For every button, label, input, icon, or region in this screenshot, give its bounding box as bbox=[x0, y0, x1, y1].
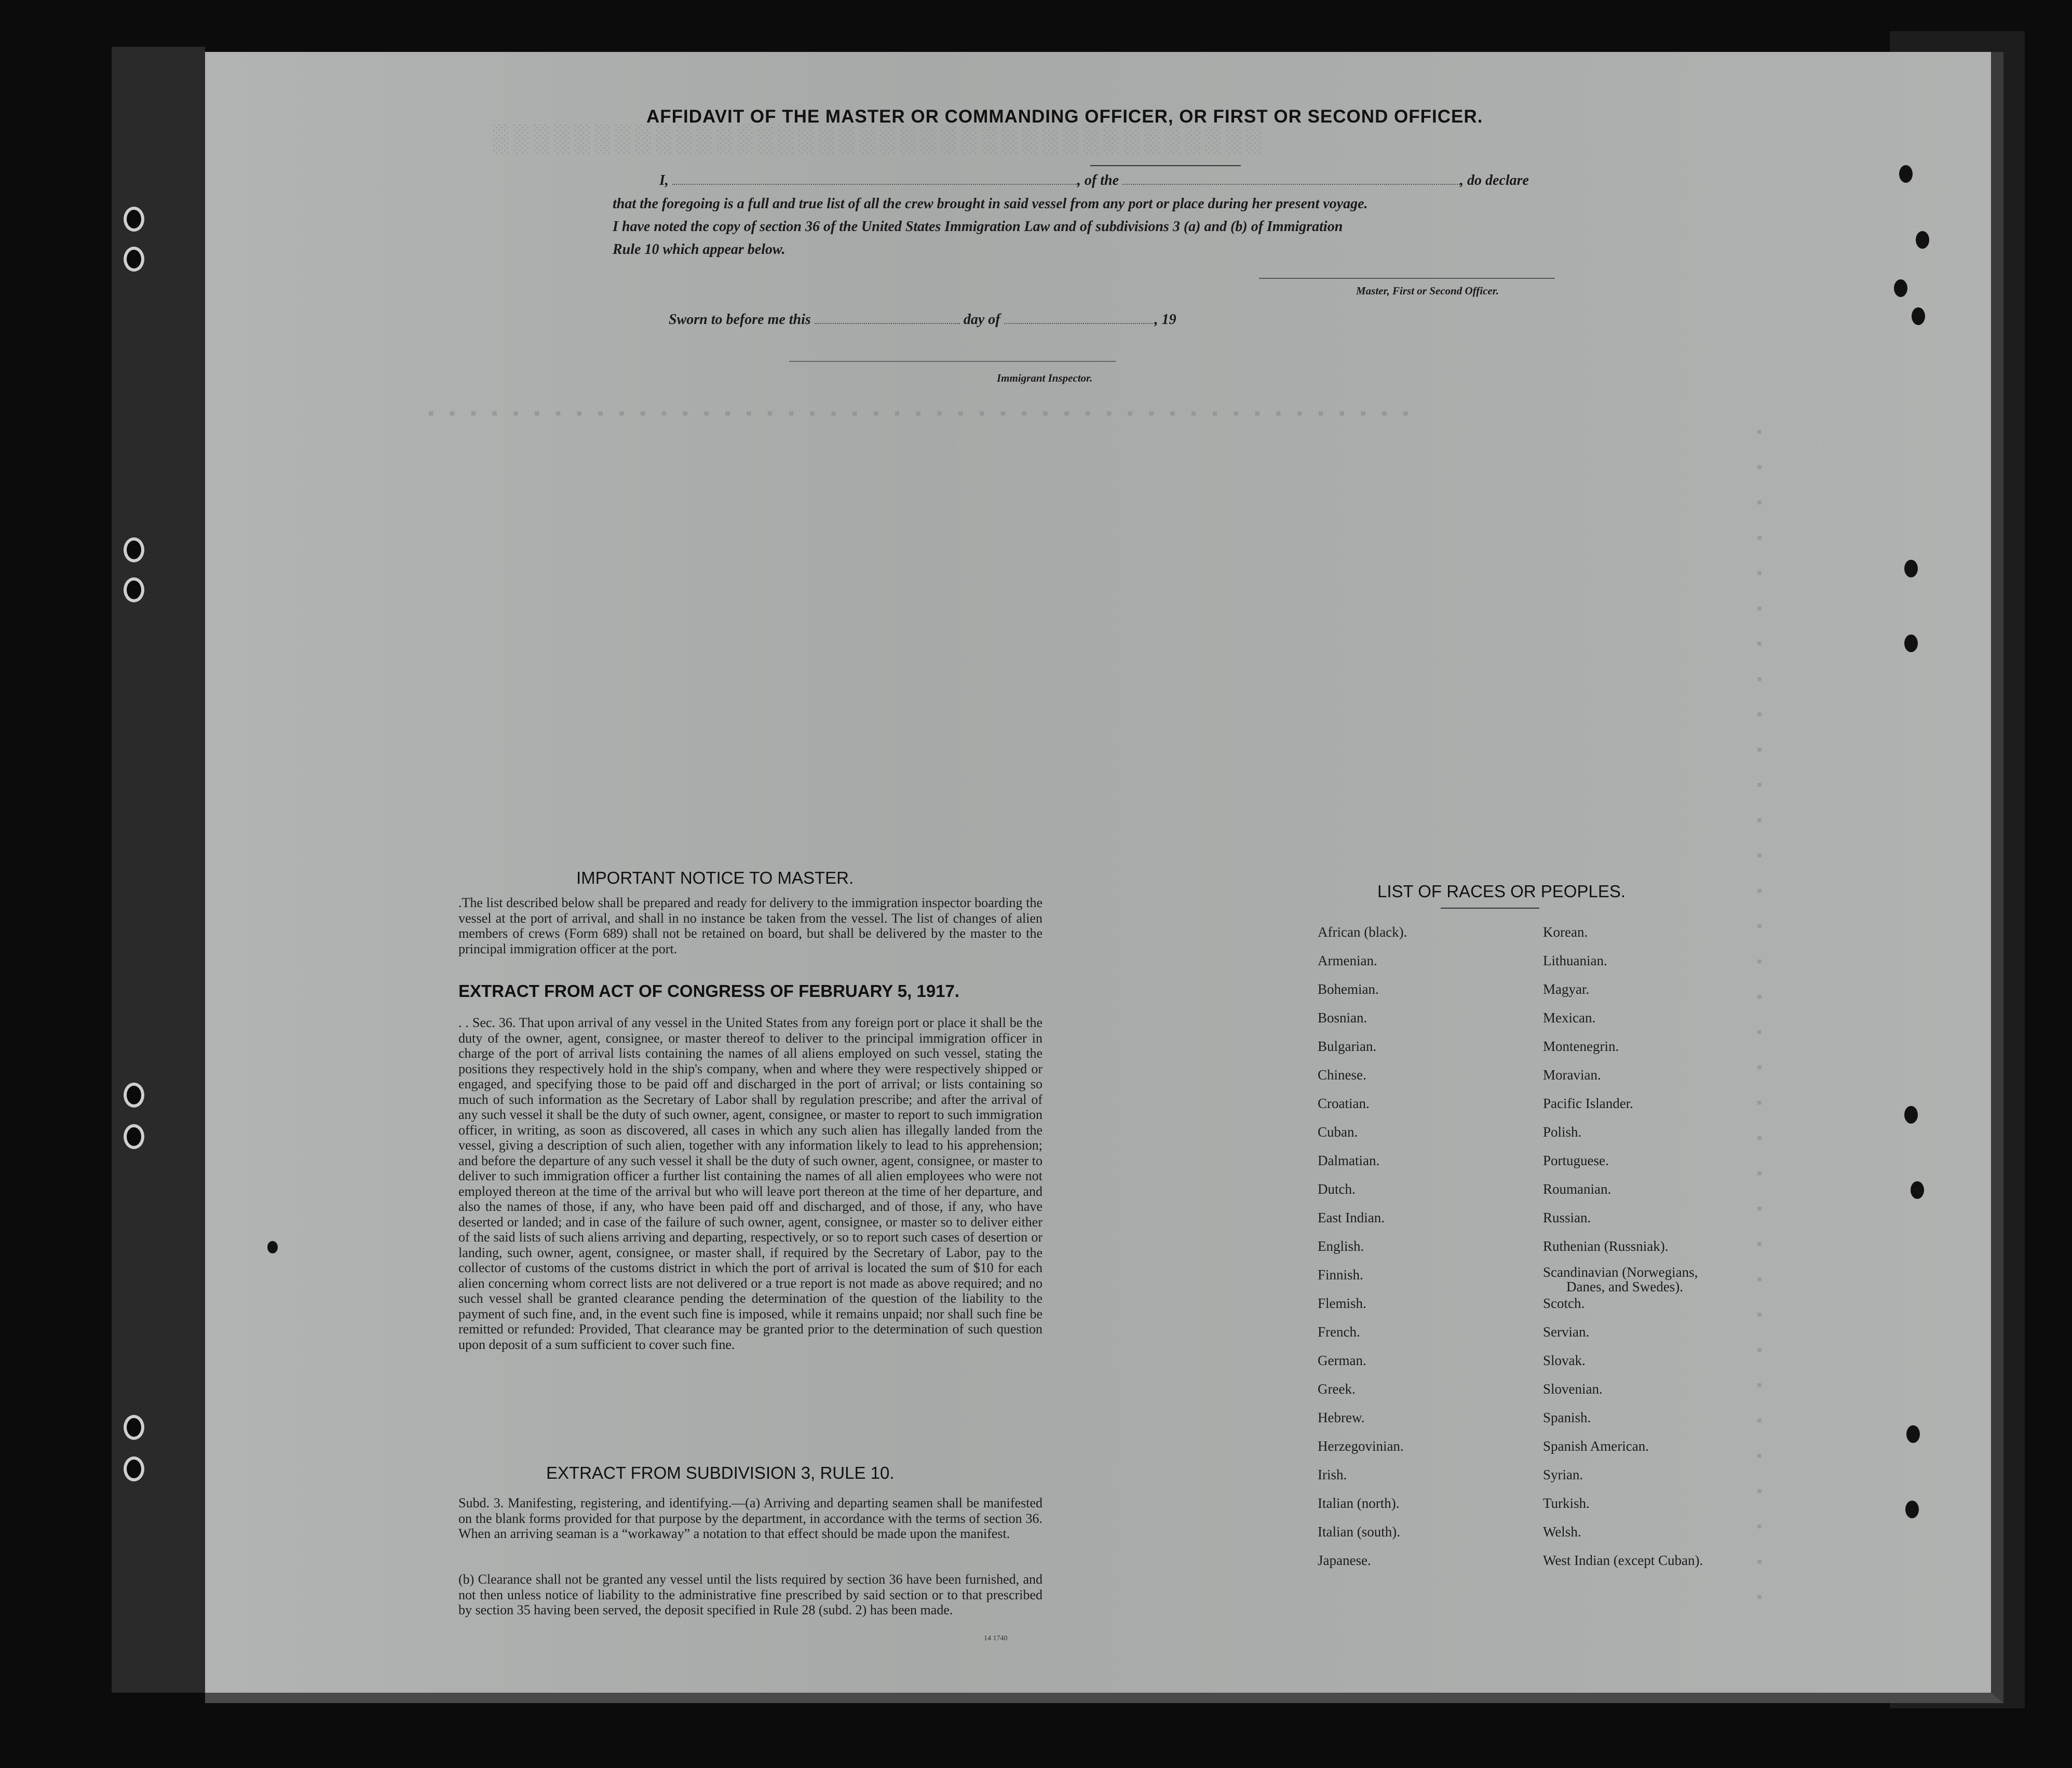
race-item: Pacific Islander. bbox=[1543, 1096, 1633, 1111]
race-item: French. bbox=[1318, 1324, 1360, 1340]
race-item: Korean. bbox=[1543, 924, 1588, 940]
punch-mark bbox=[1912, 307, 1925, 325]
race-item: Moravian. bbox=[1543, 1067, 1601, 1083]
inspector-line bbox=[789, 361, 1116, 362]
race-item: Spanish. bbox=[1543, 1410, 1591, 1425]
month-blank bbox=[1004, 323, 1155, 324]
race-item: Armenian. bbox=[1318, 953, 1377, 968]
race-item: Polish. bbox=[1543, 1124, 1582, 1140]
race-item-multiline bbox=[1543, 1261, 1703, 1294]
race-item: Irish. bbox=[1318, 1467, 1347, 1482]
form-footer-number: 14 1740 bbox=[984, 1635, 1008, 1642]
sworn-line bbox=[669, 312, 1176, 328]
affidavit-line-3: I have noted the copy of section 36 of the United States Immigration Law and of subdivisions 3 (a) and (b) of Immigration bbox=[613, 219, 1343, 235]
binder-hole bbox=[124, 1083, 144, 1108]
manifest-sheet bbox=[205, 52, 2003, 1703]
race-item: Dutch. bbox=[1318, 1181, 1356, 1197]
title-rule bbox=[1090, 165, 1241, 166]
affidavit-title: AFFIDAVIT OF THE MASTER OR COMMANDING OFFICER, OR FIRST OR SECOND OFFICER. bbox=[646, 106, 1483, 127]
affidavit-of-the: , of the bbox=[1077, 172, 1119, 188]
punch-mark bbox=[1904, 560, 1918, 577]
punch-mark bbox=[1904, 1106, 1918, 1124]
race-item: East Indian. bbox=[1318, 1210, 1385, 1225]
rule-heading: EXTRACT FROM SUBDIVISION 3, RULE 10. bbox=[546, 1463, 895, 1482]
race-item: German. bbox=[1318, 1353, 1366, 1368]
punch-mark bbox=[1911, 1181, 1924, 1199]
binder-hole bbox=[124, 247, 144, 272]
race-item: West Indian (except Cuban). bbox=[1543, 1553, 1703, 1568]
race-item: Portuguese. bbox=[1543, 1153, 1609, 1168]
affidavit-declare: , do declare bbox=[1460, 172, 1529, 188]
race-item: Servian. bbox=[1543, 1324, 1590, 1340]
rule-subd-b: (b) Clearance shall not be granted any vessel until the lists required by section 36 have been furnished, and not then unless notice of liability to the administrative fine prescribed by said section or to that prescribed by section 35 having been served, the deposit specified in Rule 28 (subd. 2) has been made. bbox=[458, 1572, 1042, 1617]
day-of-text: day of bbox=[963, 312, 1000, 328]
year-text: , 19 bbox=[1154, 312, 1176, 328]
race-item: Slovenian. bbox=[1543, 1381, 1603, 1397]
signature-label: Master, First or Second Officer. bbox=[1356, 285, 1499, 297]
race-item: Bulgarian. bbox=[1318, 1038, 1377, 1054]
race-item: Syrian. bbox=[1543, 1467, 1583, 1482]
binder-hole bbox=[124, 207, 144, 232]
race-item: Scandinavian (Norwegians, bbox=[1543, 1264, 1698, 1280]
name-blank bbox=[672, 184, 1077, 185]
vessel-blank bbox=[1122, 184, 1460, 185]
bleed-through: ░░░░░░░░░░░░░░░░░░░░░░░░░░░░░░░░░░░░░░ bbox=[493, 125, 1267, 155]
act-body: . . Sec. 36. That upon arrival of any vessel in the United States from any foreign port or place it shall be the duty of the owner, agent, consignee, or master thereof to deliver to the principal immigration officer in charge of the port of arrival lists containing the names of all aliens employed on such vessel, stating the positions they respectively hold in the ship's company, when and where they were respectively shipped or engaged, and specifying those to be paid off and discharged in the port of arrival; or lists containing so much of such information as the Secretary of Labor shall by regulation prescribe; and after the arrival of any such vessel it shall be the duty of such owner, agent, consignee, or master to report to such immigration officer, in writing, as soon as discovered, all cases in which any such alien has illegally landed from the vessel, giving a description of such alien, together with any information likely to lead to his apprehension; and before the departure of any such vessel it shall be the duty of such owner, agent, consignee, or master to deliver to such immigration officer a further list containing the names of all alien employees who were not employed thereon at the time of the arrival but who will leave port thereon at the time of her departure, and also the names of those, if any, who have been paid off and discharged, and of those, if any, who have deserted or landed; and in case of the failure of such owner, agent, consignee, or master so to deliver either of the said lists of such aliens arriving and departing, respectively, or so to report such cases of desertion or landing, such owner, agent, consignee, or master shall, if required by the Secretary of Labor, pay to the collector of customs of the customs district in which the port of arrival is located the sum of $10 for each alien concerning whom correct lists are not delivered or a true report is not made as above required; and no such vessel shall be granted clearance pending the determination of the question of the liability to the payment of such fine, and, in the event such fine is imposed, while it remains unpaid; nor shall such fine be remitted or refunded: Provided, That clearance may be granted prior to the determination of such question upon deposit of a sum sufficient to cover such fine. bbox=[458, 1015, 1042, 1352]
binder-hole bbox=[124, 537, 144, 562]
affidavit-line-4: Rule 10 which appear below. bbox=[613, 241, 786, 258]
punch-mark bbox=[1916, 231, 1929, 249]
race-item: Ruthenian (Russniak). bbox=[1543, 1238, 1669, 1254]
race-item: Turkish. bbox=[1543, 1495, 1590, 1511]
punch-mark bbox=[1899, 165, 1913, 183]
punch-mark bbox=[1906, 1425, 1920, 1443]
race-item: Bohemian. bbox=[1318, 981, 1379, 997]
binder-hole bbox=[124, 577, 144, 602]
affidavit-i: I, bbox=[659, 172, 669, 188]
race-item: Welsh. bbox=[1543, 1524, 1581, 1540]
race-item-continued: Danes, and Swedes). bbox=[1566, 1279, 1683, 1294]
race-item: Dalmatian. bbox=[1318, 1153, 1380, 1168]
races-column-1 bbox=[1318, 918, 1407, 1575]
race-item: Italian (north). bbox=[1318, 1495, 1400, 1511]
race-item: Italian (south). bbox=[1318, 1524, 1400, 1540]
race-item: Herzegovinian. bbox=[1318, 1438, 1404, 1454]
race-item: Spanish American. bbox=[1543, 1438, 1649, 1454]
punch-mark bbox=[1904, 635, 1918, 652]
race-item: Scotch. bbox=[1543, 1295, 1585, 1311]
punch-mark bbox=[1894, 279, 1907, 297]
races-heading-rule bbox=[1441, 908, 1539, 909]
race-item: Slovak. bbox=[1543, 1353, 1586, 1368]
bleed-through: ▪ ▪ ▪ ▪ ▪ ▪ ▪ ▪ ▪ ▪ ▪ ▪ ▪ ▪ ▪ ▪ ▪ ▪ ▪ ▪ ▪ ▪ ▪ ▪ ▪ ▪ ▪ ▪ ▪ ▪ ▪ ▪ ▪ ▪ bbox=[1755, 424, 1765, 1607]
race-item: Magyar. bbox=[1543, 981, 1590, 997]
race-item: Japanese. bbox=[1318, 1553, 1371, 1568]
inspector-label: Immigrant Inspector. bbox=[997, 372, 1093, 384]
races-heading: LIST OF RACES OR PEOPLES. bbox=[1377, 882, 1626, 901]
race-item: Mexican. bbox=[1543, 1010, 1596, 1025]
race-item: African (black). bbox=[1318, 924, 1407, 940]
race-item: Flemish. bbox=[1318, 1295, 1366, 1311]
binder-hole bbox=[124, 1456, 144, 1481]
race-item: Cuban. bbox=[1318, 1124, 1358, 1140]
race-item: Bosnian. bbox=[1318, 1010, 1367, 1025]
race-item: Russian. bbox=[1543, 1210, 1591, 1225]
act-heading: EXTRACT FROM ACT OF CONGRESS OF FEBRUARY 5, 1917. bbox=[458, 981, 960, 1001]
notice-heading: IMPORTANT NOTICE TO MASTER. bbox=[576, 868, 854, 887]
day-blank bbox=[815, 323, 960, 324]
race-item: Roumanian. bbox=[1543, 1181, 1611, 1197]
race-item: English. bbox=[1318, 1238, 1364, 1254]
race-item: Chinese. bbox=[1318, 1067, 1366, 1083]
punch-mark bbox=[1905, 1501, 1919, 1518]
race-item: Greek. bbox=[1318, 1381, 1356, 1397]
race-item: Hebrew. bbox=[1318, 1410, 1365, 1425]
race-item: Croatian. bbox=[1318, 1096, 1370, 1111]
sworn-text: Sworn to before me this bbox=[669, 312, 811, 328]
binder-hole bbox=[124, 1415, 144, 1440]
race-item: Montenegrin. bbox=[1543, 1038, 1619, 1054]
affidavit-line-2: that the foregoing is a full and true list of all the crew brought in said vessel from any port or place during her present voyage. bbox=[613, 196, 1368, 212]
signature-line bbox=[1259, 278, 1555, 279]
rule-subd-a: Subd. 3. Manifesting, registering, and identifying.—(a) Arriving and departing seamen shall be manifested on the blank forms provided for that purpose by the department, in accordance with the terms of section 36. When an arriving seaman is a “workaway” a notation to that effect should be made upon the manifest. bbox=[458, 1495, 1042, 1541]
binder-hole bbox=[124, 1124, 144, 1149]
race-item: Finnish. bbox=[1318, 1267, 1363, 1283]
races-column-2 bbox=[1543, 918, 1703, 1575]
affidavit-line-1 bbox=[659, 172, 1529, 189]
notice-body: .The list described below shall be prepared and ready for delivery to the immigration inspector boarding the vessel at the port of arrival, and shall in no instance be taken from the vessel. The list of changes of alien members of crews (Form 689) shall not be retained on board, but shall be delivered by the master to the principal immigration officer at the port. bbox=[458, 895, 1042, 956]
bleed-through: ▪ ▪ ▪ ▪ ▪ ▪ ▪ ▪ ▪ ▪ ▪ ▪ ▪ ▪ ▪ ▪ ▪ ▪ ▪ ▪ ▪ ▪ ▪ ▪ ▪ ▪ ▪ ▪ ▪ ▪ ▪ ▪ ▪ ▪ ▪ ▪ ▪ ▪ ▪ ▪ ▪ ▪ ▪ ▪ ▪ ▪ ▪ bbox=[426, 405, 1411, 425]
ink-blot bbox=[267, 1241, 278, 1253]
film-edge-left bbox=[112, 47, 205, 1693]
race-item: Lithuanian. bbox=[1543, 953, 1607, 968]
